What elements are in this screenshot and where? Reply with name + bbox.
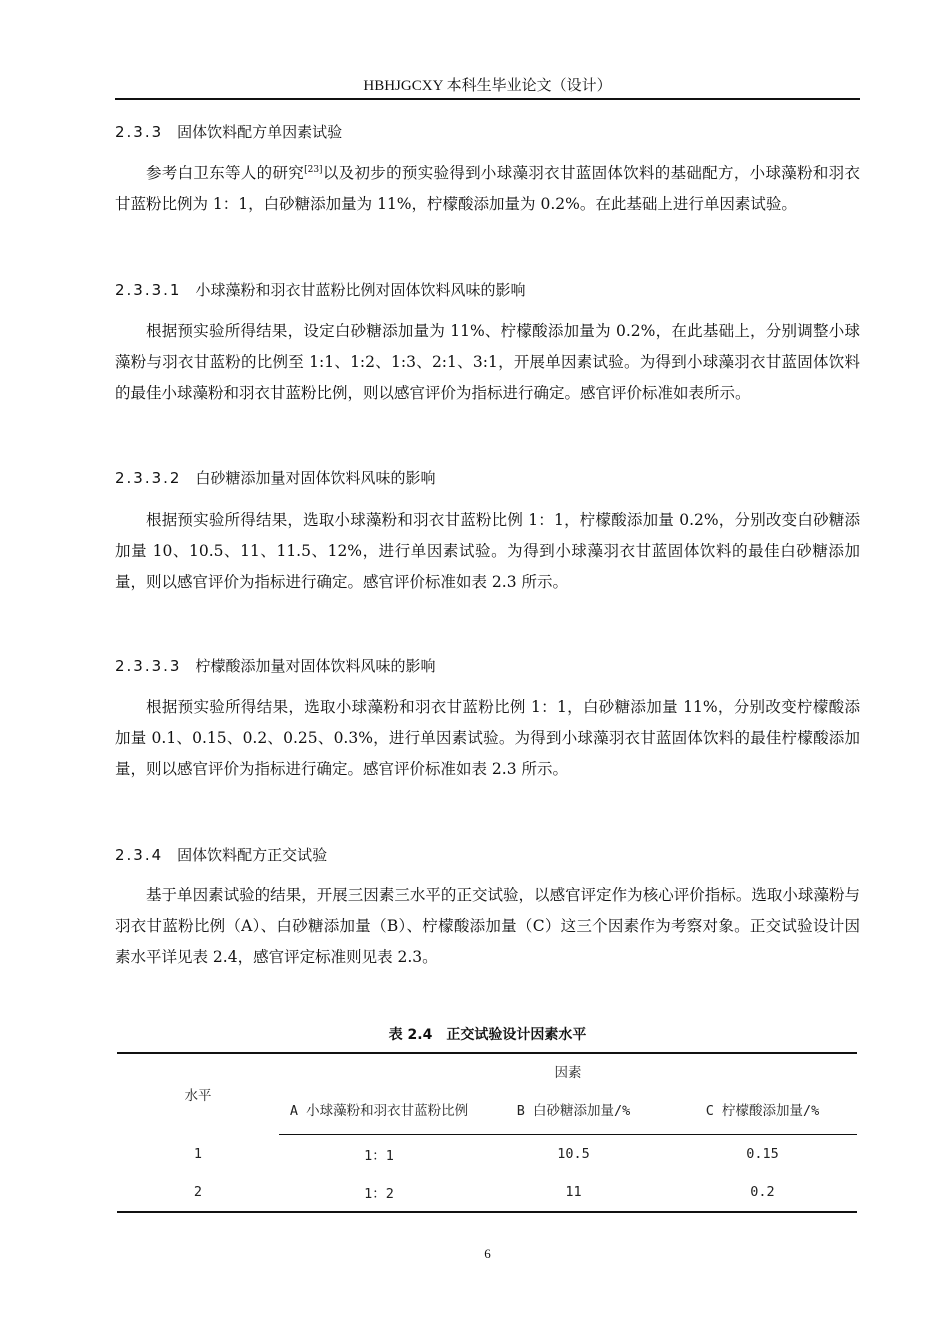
paragraph-sugar: 根据预实验所得结果，选取小球藻粉和羽衣甘蓝粉比例 1：1，柠檬酸添加量 0.2%，分别改变白砂糖添加量 10、10.5、11、11.5、12%，进行单因素试验。为得到小球藻羽衣甘蓝固体饮料的最佳白砂糖添加量，则以感官评价为指标进行确定。感官评价标准如表 2.3 所示。 [115,511,860,591]
paragraph-ratio: 根据预实验所得结果，设定白砂糖添加量为 11%、柠檬酸添加量为 0.2%，在此基础上，分别调整小球藻粉与羽衣甘蓝粉的比例至 1:1、1:2、1:3、2:1、3:1，开展单因素试验。为得到小球藻羽衣甘蓝固体饮料的最佳小球藻粉和羽衣甘蓝粉比例，则以感官评价为指标进行确定。感官评价标准如表所示。 [115,322,860,402]
cell-a: 1：2 [364,1186,394,1202]
cell-b: 10.5 [557,1146,590,1162]
paragraph-text: 参考白卫东等人的研究 [146,164,305,182]
section-title: 小球藻粉和羽衣甘蓝粉比例对固体饮料风味的影响 [195,281,526,299]
section-heading-2-3-3-3 [115,655,436,676]
section-title: 白砂糖添加量对固体饮料风味的影响 [195,469,436,487]
section-number: 2.3.4 [115,846,164,864]
section-number: 2.3.3 [115,123,164,141]
paragraph-orthogonal: 基于单因素试验的结果，开展三因素三水平的正交试验，以感官评定作为核心评价指标。选取小球藻粉与羽衣甘蓝粉比例（A）、白砂糖添加量（B）、柠檬酸添加量（C）这三个因素作为考察对象。正交试验设计因素水平详见表 2.4，感官评定标准则见表 2.3。 [115,886,860,966]
section-number: 2.3.3.1 [115,281,182,299]
section-title: 固体饮料配方单因素试验 [177,123,343,141]
cell-c: 0.15 [746,1146,779,1162]
header-factor-b: B 白砂糖添加量/% [479,1088,668,1135]
section-title: 柠檬酸添加量对固体饮料风味的影响 [195,657,436,675]
header-factors: 因素 [554,1065,582,1081]
table-row [117,1173,857,1212]
section-title: 固体饮料配方正交试验 [177,846,328,864]
page-number: 6 [484,1246,491,1261]
section-heading-2-3-3-2 [115,467,436,488]
header-factor-a: A 小球藻粉和羽衣甘蓝粉比例 [279,1088,479,1135]
citation-ref: [23] [304,165,323,175]
section-heading-2-3-4 [115,844,327,865]
section-heading-2-3-3-1 [115,279,526,300]
cell-c: 0.2 [750,1184,775,1200]
factor-level-table [117,1052,857,1213]
cell-a: 1：1 [364,1148,394,1164]
paragraph-citric-acid: 根据预实验所得结果，选取小球藻粉和羽衣甘蓝粉比例 1：1，白砂糖添加量 11%，分别改变柠檬酸添加量 0.1、0.15、0.2、0.25、0.3%，进行单因素试验。为得到小球藻羽衣甘蓝固体饮料的最佳柠檬酸添加量，则以感官评价为指标进行确定。感官评价标准如表 2.3 所示。 [115,698,860,778]
paragraph-basic-formula [115,158,860,220]
section-number: 2.3.3.2 [115,469,182,487]
table-caption: 表 2.4 正交试验设计因素水平 [388,1027,587,1043]
paragraph-text: 以及初步的预实验得到小球藻羽衣甘蓝固体饮料的基础配方，小球藻粉和羽衣甘蓝粉比例为 1：1，白砂糖添加量为 11%，柠檬酸添加量为 0.2%。在此基础上进行单因素试验。 [115,164,860,213]
section-heading-2-3-3 [115,121,342,142]
section-number: 2.3.3.3 [115,657,182,675]
table-row [117,1135,857,1174]
header-factor-c: C 柠檬酸添加量/% [668,1088,857,1135]
cell-level: 2 [193,1184,203,1200]
page-header: HBHJGCXY 本科生毕业论文（设计） [115,74,860,100]
header-level: 水平 [184,1088,212,1105]
cell-b: 11 [565,1184,582,1200]
cell-level: 1 [193,1145,203,1162]
